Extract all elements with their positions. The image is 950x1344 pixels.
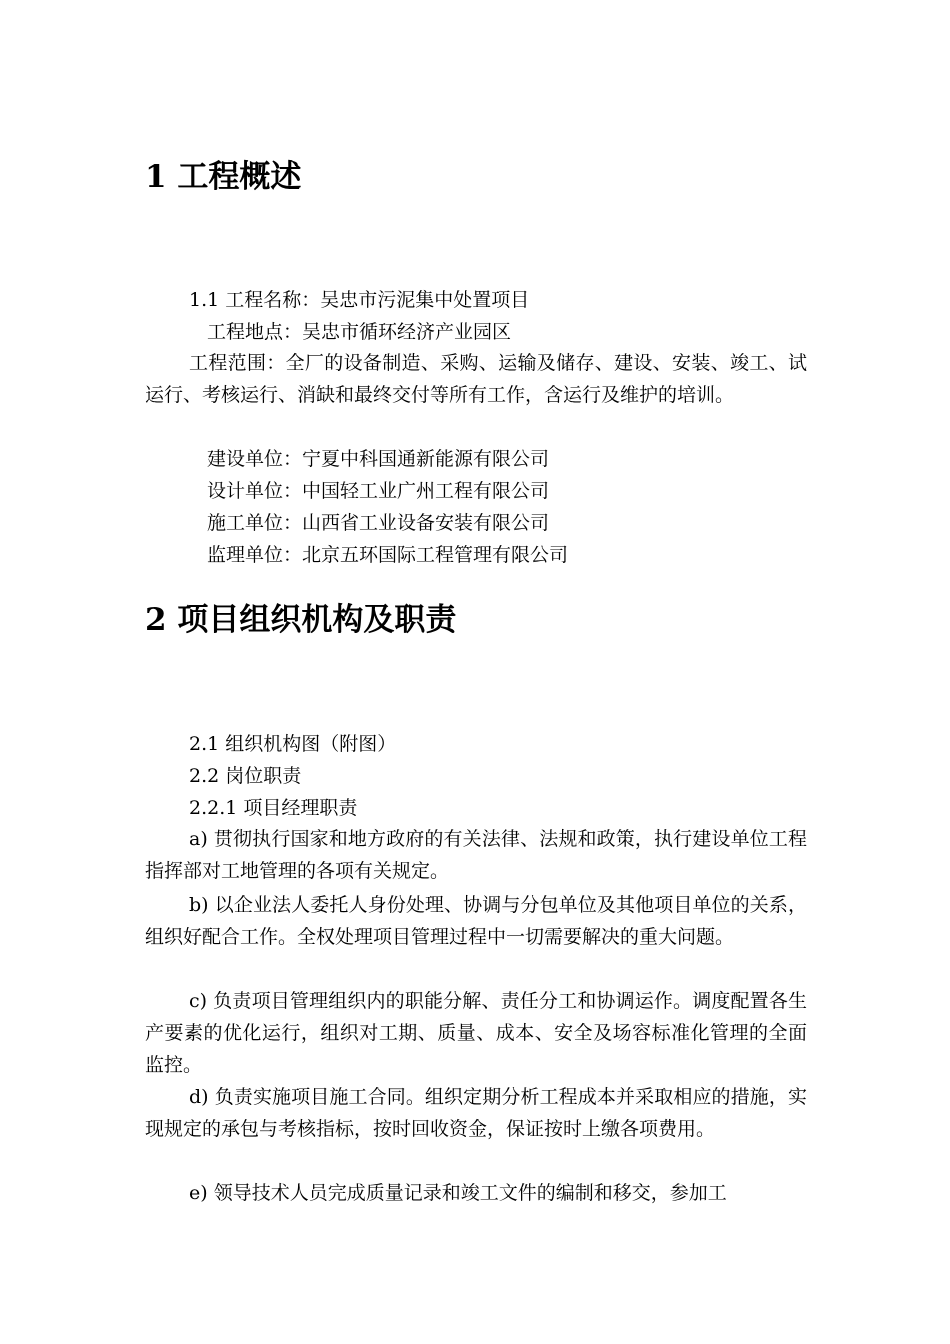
pm-duties-heading: 2.2.1 项目经理职责 [189, 797, 358, 819]
duty-paragraph-a: a) 贯彻执行国家和地方政府的有关法律、法规和政策，执行建设单位工程指挥部对工地管理的各项有关规定。 [145, 828, 807, 882]
design-unit-line: 设计单位：中国轻工业广州工程有限公司 [207, 480, 550, 502]
post-duties-line: 2.2 岗位职责 [189, 765, 302, 787]
org-chart-line: 2.1 组织机构图（附图） [189, 733, 397, 755]
project-scope-paragraph: 工程范围：全厂的设备制造、采购、运输及储存、建设、安装、竣工、试运行、考核运行、消缺和最终交付等所有工作，含运行及维护的培训。 [145, 352, 807, 406]
supervision-unit-line: 监理单位：北京五环国际工程管理有限公司 [207, 544, 569, 566]
section-1-heading: 1 工程概述 [145, 159, 302, 195]
owner-unit-line: 建设单位：宁夏中科国通新能源有限公司 [207, 448, 550, 470]
duty-paragraph-e: e) 领导技术人员完成质量记录和竣工文件的编制和移交，参加工 [189, 1182, 727, 1204]
project-location-line: 工程地点：吴忠市循环经济产业园区 [207, 321, 512, 343]
duty-paragraph-c: c) 负责项目管理组织内的职能分解、责任分工和协调运作。调度配置各生产要素的优化运行，组织对工期、质量、成本、安全及场容标准化管理的全面监控。 [145, 990, 807, 1076]
project-name-line: 1.1 工程名称：吴忠市污泥集中处置项目 [189, 289, 530, 311]
duty-paragraph-d: d) 负责实施项目施工合同。组织定期分析工程成本并采取相应的措施，实现规定的承包与考核指标，按时回收资金，保证按时上缴各项费用。 [145, 1086, 807, 1140]
construction-unit-line: 施工单位：山西省工业设备安装有限公司 [207, 512, 550, 534]
section-2-heading: 2 项目组织机构及职责 [145, 602, 457, 638]
duty-paragraph-b: b) 以企业法人委托人身份处理、协调与分包单位及其他项目单位的关系，组织好配合工作。全权处理项目管理过程中一切需要解决的重大问题。 [145, 894, 807, 948]
